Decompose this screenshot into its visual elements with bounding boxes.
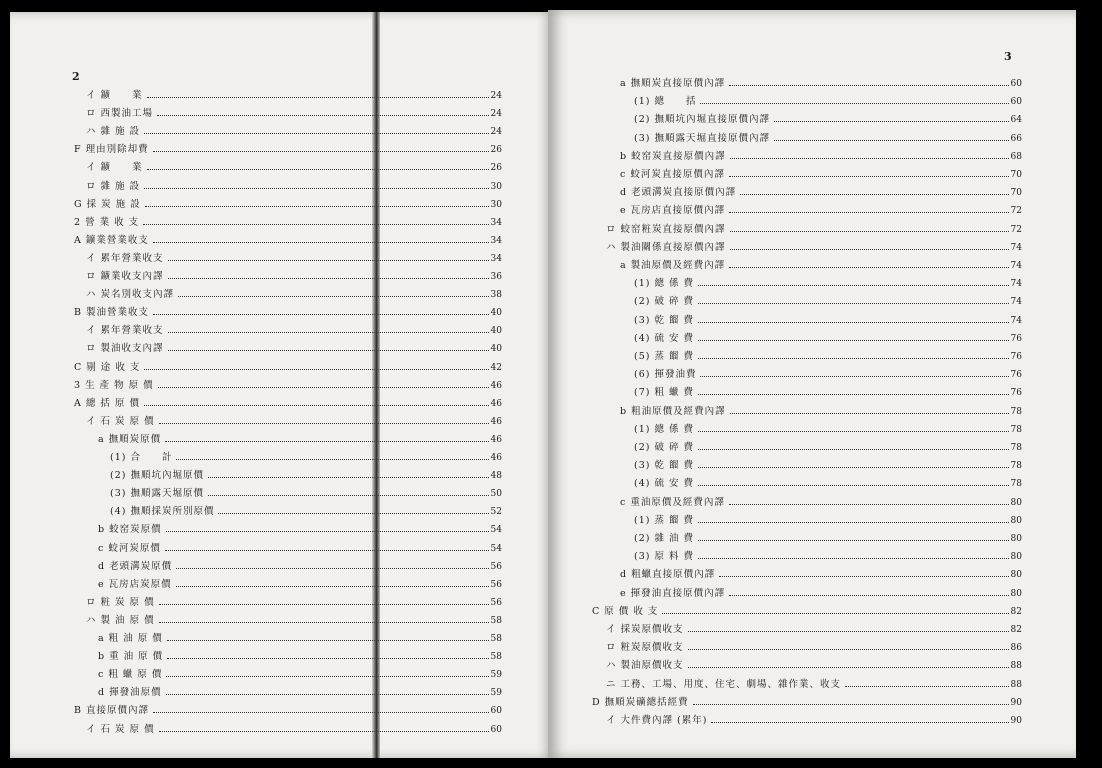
toc-entry-page: 54: [490, 525, 502, 536]
dot-leader: [145, 206, 489, 207]
dot-leader: [159, 604, 489, 605]
toc-entry-label: a 粗 油 原 價: [98, 633, 163, 644]
dot-leader: [176, 586, 489, 587]
dot-leader: [700, 376, 1008, 377]
toc-entry-label: イ 採炭原價收支: [606, 624, 684, 635]
toc-entry: [634, 296, 1022, 308]
toc-entry: [606, 679, 1022, 691]
toc-entry-label: a 撫順炭原價: [98, 433, 162, 445]
toc-entry-page: 34: [490, 235, 502, 246]
toc-entry-label: ロ 粧 炭 原 價: [86, 596, 155, 608]
toc-entry-label: (1) 蒸 餾 費: [634, 514, 695, 526]
toc-entry-page: 74: [1010, 315, 1022, 326]
toc-entry-label: B 製油營業收支: [74, 307, 150, 319]
dot-leader: [159, 622, 489, 623]
toc-entry: [620, 205, 1022, 217]
dot-leader: [176, 459, 488, 460]
toc-entry-page: 59: [490, 670, 502, 681]
toc-entry-label: e 揮發油直接原價內譯: [620, 587, 726, 599]
toc-entry-page: 78: [1010, 424, 1022, 435]
toc-entry: [634, 333, 1022, 345]
toc-entry-label: (4) 硫 安 費: [634, 332, 695, 344]
toc-entry-label: c 重油原價及經費內譯: [620, 496, 725, 508]
toc-entry: [620, 588, 1022, 600]
toc-entry: [86, 615, 502, 627]
toc-entry: [74, 705, 502, 717]
toc-entry-page: 76: [1010, 388, 1022, 399]
toc-entry-label: D 撫順炭礦總括經費: [592, 696, 689, 708]
toc-entry: [620, 151, 1022, 163]
toc-entry: [592, 606, 1022, 618]
dot-leader: [730, 158, 1009, 159]
dot-leader: [698, 340, 1009, 341]
toc-entry-label: C 原 價 收 支: [592, 605, 659, 617]
toc-entry: [110, 506, 502, 518]
toc-entry-label: F 理由別除却費: [74, 144, 149, 156]
dot-leader: [153, 314, 489, 315]
dot-leader: [165, 550, 489, 551]
dot-leader: [700, 103, 1008, 104]
left-page: [10, 12, 552, 758]
toc-entry-page: 66: [1010, 133, 1022, 144]
toc-entry-page: 40: [490, 344, 502, 355]
toc-entry: [86, 253, 502, 265]
toc-entry-page: 80: [1010, 570, 1022, 581]
dot-leader: [698, 394, 1009, 395]
dot-leader: [688, 631, 1009, 632]
toc-entry-label: (4) 撫順採炭所別原價: [110, 506, 215, 518]
toc-entry-label: d 老頭溝炭原價: [98, 560, 173, 572]
toc-entry-page: 56: [490, 597, 502, 608]
dot-leader: [153, 712, 489, 713]
toc-entry: [606, 224, 1022, 236]
dot-leader: [730, 413, 1009, 414]
toc-entry-label: (2) 雜 油 費: [634, 533, 695, 544]
dot-leader: [153, 242, 489, 243]
toc-entry: [634, 114, 1022, 126]
dot-leader: [147, 169, 489, 170]
toc-entry-page: 76: [1010, 352, 1022, 362]
toc-entry: [86, 162, 502, 174]
toc-entry-label: イ 鑛 業: [86, 90, 143, 101]
dot-leader: [158, 387, 489, 388]
toc-entry: [620, 569, 1022, 581]
toc-entry-page: 40: [490, 308, 502, 319]
toc-entry: [98, 561, 502, 573]
toc-entry-label: 3 生 產 物 原 價: [74, 379, 154, 391]
dot-leader: [165, 441, 488, 442]
toc-entry-page: 70: [1010, 170, 1022, 180]
toc-entry: [110, 470, 502, 482]
toc-entry-label: B 直接原價內譯: [74, 705, 150, 717]
dot-leader: [176, 568, 488, 569]
dot-leader: [698, 467, 1009, 468]
toc-entry-page: 54: [490, 543, 502, 554]
toc-entry-page: 24: [490, 91, 502, 101]
toc-entry-label: (2) 撫順坑內堀原價: [110, 470, 204, 482]
dot-leader: [166, 531, 489, 532]
toc-entry: [110, 488, 502, 500]
dot-leader: [688, 649, 1009, 650]
right-page: [548, 10, 1076, 758]
toc-entry-label: (1) 總 係 費: [634, 278, 695, 290]
dot-leader: [711, 722, 1008, 723]
toc-entry: [620, 78, 1022, 90]
dot-leader: [147, 97, 489, 98]
dot-leader: [153, 151, 489, 152]
dot-leader: [698, 449, 1009, 450]
dot-leader: [157, 115, 489, 116]
toc-entry-label: (2) 撫順坑內堀直接原價內譯: [634, 114, 770, 126]
toc-entry: [634, 424, 1022, 436]
toc-entry: [98, 651, 502, 663]
toc-entry-page: 34: [490, 253, 502, 264]
dot-leader: [688, 667, 1009, 668]
dot-leader: [729, 504, 1009, 505]
toc-entry-label: A 總 括 原 價: [74, 397, 140, 409]
dot-leader: [168, 278, 489, 279]
toc-entry: [634, 133, 1022, 145]
toc-entry-label: ロ 製油收支內譯: [86, 343, 164, 355]
toc-entry-label: ロ 粧炭原價收支: [606, 642, 684, 654]
toc-entry: [86, 181, 502, 193]
toc-entry: [74, 217, 502, 229]
dot-leader: [167, 658, 488, 659]
toc-entry-page: 46: [490, 416, 502, 427]
dot-leader: [698, 522, 1009, 523]
toc-entry-label: (3) 乾 餾 費: [634, 460, 695, 472]
toc-entry-page: 80: [1010, 534, 1022, 544]
toc-entry: [110, 452, 502, 464]
toc-entry: [634, 278, 1022, 290]
dot-leader: [774, 140, 1009, 141]
toc-entry: [634, 478, 1022, 490]
toc-entry-page: 30: [490, 181, 502, 192]
toc-entry-page: 46: [490, 453, 502, 463]
toc-entry-page: 60: [490, 706, 502, 717]
toc-entry: [86, 289, 502, 301]
toc-entry-label: d 粗蠟直接原價內譯: [620, 569, 716, 581]
dot-leader: [168, 350, 489, 351]
dot-leader: [166, 694, 489, 695]
dot-leader: [698, 485, 1009, 486]
toc-entry-label: ハ 雜 施 設: [86, 126, 141, 138]
toc-entry-page: 46: [490, 380, 502, 391]
dot-leader: [698, 303, 1009, 304]
dot-leader: [719, 576, 1008, 577]
toc-entry: [620, 169, 1022, 181]
toc-entry-label: (1) 合 計: [110, 452, 173, 463]
toc-entry-page: 88: [1010, 661, 1022, 672]
toc-entry-page: 72: [1010, 224, 1022, 235]
toc-entry-label: c 蛟河炭原價: [98, 542, 161, 554]
toc-entry-page: 78: [1010, 406, 1022, 417]
toc-entry-label: b 蛟窑炭原價: [98, 524, 162, 536]
toc-entry-label: (7) 粗 蠟 費: [634, 387, 695, 399]
toc-entry-label: e 瓦房店炭原價: [98, 578, 172, 590]
toc-entry-page: 24: [490, 127, 502, 138]
dot-leader: [729, 176, 1009, 177]
toc-entry-page: 26: [490, 163, 502, 174]
toc-entry: [86, 90, 502, 102]
dot-leader: [729, 85, 1008, 86]
toc-entry: [74, 362, 502, 374]
dot-leader: [845, 686, 1009, 687]
dot-leader: [208, 495, 489, 496]
toc-entry: [98, 524, 502, 536]
toc-entry: [634, 442, 1022, 454]
toc-entry-label: e 瓦房店直接原價內譯: [620, 205, 726, 217]
toc-entry-label: ハ 製油關係直接原價內譯: [606, 241, 726, 253]
toc-entry: [98, 669, 502, 681]
dot-leader: [168, 260, 489, 261]
toc-entry: [634, 315, 1022, 327]
toc-entry-label: ロ 雜 施 設: [86, 180, 141, 192]
toc-entry-label: (3) 撫順露天堀直接原價內譯: [634, 132, 770, 144]
toc-entry: [620, 187, 1022, 199]
toc-entry-page: 58: [490, 652, 502, 663]
toc-entry: [634, 351, 1022, 363]
toc-entry: [634, 551, 1022, 563]
toc-entry: [620, 406, 1022, 418]
dot-leader: [698, 322, 1009, 323]
dot-leader: [693, 704, 1009, 705]
toc-entry: [86, 597, 502, 609]
dot-leader: [729, 267, 1008, 268]
toc-entry-page: 48: [490, 471, 502, 482]
toc-entry: [98, 543, 502, 555]
toc-entry-page: 74: [1010, 297, 1022, 308]
toc-entry-page: 78: [1010, 479, 1022, 490]
toc-entry-page: 38: [490, 290, 502, 301]
toc-entry-label: d 揮發油原價: [98, 687, 162, 699]
toc-entry-label: ロ 蛟窑粧炭直接原價內譯: [606, 223, 726, 235]
toc-entry: [634, 369, 1022, 381]
dot-leader: [166, 676, 488, 677]
toc-entry-label: (5) 蒸 餾 費: [634, 351, 695, 362]
toc-entry: [606, 715, 1022, 727]
dot-leader: [144, 405, 489, 406]
toc-entry: [74, 235, 502, 247]
toc-entry-label: G 採 炭 施 設: [74, 198, 141, 210]
dot-leader: [144, 369, 488, 370]
toc-entry: [606, 642, 1022, 654]
toc-entry-page: 46: [490, 434, 502, 445]
toc-entry-page: 88: [1010, 679, 1022, 690]
toc-entry: [86, 343, 502, 355]
toc-entry-label: イ 石 炭 原 價: [86, 415, 155, 427]
toc-entry: [620, 497, 1022, 509]
toc-entry-page: 42: [490, 362, 502, 373]
dot-leader: [698, 540, 1009, 541]
toc-entry-page: 58: [490, 615, 502, 626]
dot-leader: [730, 249, 1009, 250]
toc-entry-page: 56: [490, 579, 502, 590]
toc-entry-label: A 鑛業營業收支: [74, 234, 149, 246]
toc-entry-label: ハ 製油原價收支: [606, 660, 684, 672]
toc-entry-page: 52: [490, 507, 502, 518]
toc-entry-page: 74: [1010, 279, 1022, 290]
toc-entry: [592, 697, 1022, 709]
toc-entry-page: 34: [490, 217, 502, 228]
toc-entry-label: ロ 鑛業收支內譯: [86, 271, 164, 282]
toc-entry-label: 2 營 業 收 支: [74, 216, 140, 228]
toc-entry: [634, 515, 1022, 527]
toc-entry-label: a 製油原價及經費內譯: [620, 260, 726, 271]
toc-entry-label: ロ 西製油工場: [86, 108, 154, 120]
dot-leader: [698, 358, 1009, 359]
toc-entry-page: 60: [1010, 97, 1022, 108]
toc-entry: [620, 260, 1022, 272]
dot-leader: [144, 133, 488, 134]
toc-entry-label: (2) 破 碎 費: [634, 442, 695, 453]
dot-leader: [208, 477, 489, 478]
toc-entry-label: (3) 原 料 費: [634, 551, 695, 563]
toc-entry-page: 70: [1010, 188, 1022, 199]
dot-leader: [159, 423, 489, 424]
toc-entry: [74, 398, 502, 410]
toc-entry-page: 58: [490, 634, 502, 644]
toc-entry-label: c 蛟河炭直接原價內譯: [620, 169, 725, 180]
toc-entry-page: 90: [1010, 716, 1022, 726]
dot-leader: [144, 188, 488, 189]
toc-entry: [86, 325, 502, 337]
toc-entry: [74, 144, 502, 156]
toc-entry-page: 60: [1010, 79, 1022, 89]
toc-entry-page: 40: [490, 326, 502, 337]
toc-entry: [98, 434, 502, 446]
toc-entry-label: ハ 製 油 原 價: [86, 614, 155, 626]
toc-entry-page: 78: [1010, 443, 1022, 453]
toc-entry-page: 50: [490, 489, 502, 500]
toc-entry: [86, 126, 502, 138]
dot-leader: [774, 121, 1009, 122]
dot-leader: [698, 558, 1009, 559]
toc-entry-page: 74: [1010, 261, 1022, 271]
toc-entry-page: 72: [1010, 206, 1022, 217]
toc-entry-page: 80: [1010, 588, 1022, 599]
toc-entry-page: 78: [1010, 461, 1022, 472]
toc-entry-page: 76: [1010, 370, 1022, 381]
toc-entry-label: イ 石 炭 原 價: [86, 723, 155, 735]
toc-entry-label: イ 累年營業收支: [86, 252, 164, 264]
toc-entry-label: b 粗油原價及經費內譯: [620, 405, 726, 417]
dot-leader: [218, 513, 488, 514]
page-number: 3: [1004, 50, 1012, 63]
dot-leader: [729, 212, 1008, 213]
toc-entry: [74, 199, 502, 211]
toc-entry-page: 76: [1010, 333, 1022, 344]
dot-leader: [178, 296, 489, 297]
toc-entry-label: ニ 工務、工場、用度、住宅、劇場、雜作業、收支: [606, 678, 842, 690]
toc-entry-page: 26: [490, 145, 502, 156]
toc-entry-page: 56: [490, 561, 502, 572]
dot-leader: [159, 731, 489, 732]
toc-entry-page: 64: [1010, 115, 1022, 126]
toc-entry: [98, 579, 502, 591]
toc-entry: [86, 724, 502, 736]
toc-entry-page: 60: [490, 724, 502, 735]
toc-entry-page: 24: [490, 109, 502, 120]
toc-entry-label: イ 大件費內譯 (累年): [606, 715, 708, 726]
toc-entry: [98, 633, 502, 645]
toc-entry: [86, 108, 502, 120]
toc-entry-label: d 老頭溝炭直接原價內譯: [620, 187, 737, 199]
dot-leader: [167, 640, 489, 641]
toc-entry-page: 74: [1010, 242, 1022, 253]
toc-entry: [86, 271, 502, 283]
toc-entry-label: (6) 揮發油費: [634, 369, 697, 381]
toc-entry-page: 82: [1010, 606, 1022, 617]
page-number: 2: [72, 70, 80, 83]
toc-entry-label: ハ 炭名別收支內譯: [86, 289, 175, 301]
toc-entry-label: c 粗 蠟 原 價: [98, 669, 163, 681]
toc-entry-page: 80: [1010, 515, 1022, 526]
toc-entry-label: (4) 硫 安 費: [634, 478, 695, 490]
toc-entry: [74, 380, 502, 392]
toc-entry-page: 80: [1010, 552, 1022, 563]
toc-entry: [606, 624, 1022, 636]
dot-leader: [698, 285, 1009, 286]
toc-entry-page: 46: [490, 398, 502, 409]
toc-entry-label: b 重 油 原 價: [98, 651, 164, 663]
toc-entry: [74, 307, 502, 319]
toc-entry-page: 82: [1010, 625, 1022, 635]
toc-entry: [634, 96, 1022, 108]
toc-entry-label: (3) 撫順露天堀原價: [110, 488, 204, 500]
dot-leader: [729, 595, 1008, 596]
dot-leader: [740, 194, 1008, 195]
toc-entry-page: 80: [1010, 497, 1022, 508]
dot-leader: [168, 332, 489, 333]
toc-entry-label: (1) 總 係 費: [634, 423, 695, 435]
toc-entry: [86, 416, 502, 428]
toc-entry-label: イ 鑛 業: [86, 162, 143, 174]
toc-entry: [634, 533, 1022, 545]
toc-entry-label: C 剔 途 收 支: [74, 361, 141, 373]
dot-leader: [698, 431, 1009, 432]
toc-entry: [606, 242, 1022, 254]
toc-entry-page: 59: [490, 688, 502, 699]
toc-entry-page: 90: [1010, 697, 1022, 708]
toc-entry-label: (3) 乾 餾 費: [634, 314, 695, 326]
toc-entry-label: (2) 破 碎 費: [634, 296, 695, 308]
dot-leader: [662, 613, 1008, 614]
dot-leader: [143, 224, 488, 225]
toc-entry-page: 30: [490, 199, 502, 210]
toc-entry-label: b 蛟窑炭直接原價內譯: [620, 150, 726, 162]
toc-entry-page: 36: [490, 272, 502, 282]
toc-entry: [606, 660, 1022, 672]
toc-entry-page: 68: [1010, 151, 1022, 162]
toc-entry-label: a 撫順炭直接原價內譯: [620, 78, 726, 89]
toc-entry-page: 86: [1010, 643, 1022, 654]
dot-leader: [730, 231, 1009, 232]
toc-entry: [98, 687, 502, 699]
toc-entry: [634, 460, 1022, 472]
toc-entry-label: (1) 總 括: [634, 96, 697, 108]
toc-entry: [634, 387, 1022, 399]
toc-entry-label: イ 累年營業收支: [86, 325, 164, 337]
